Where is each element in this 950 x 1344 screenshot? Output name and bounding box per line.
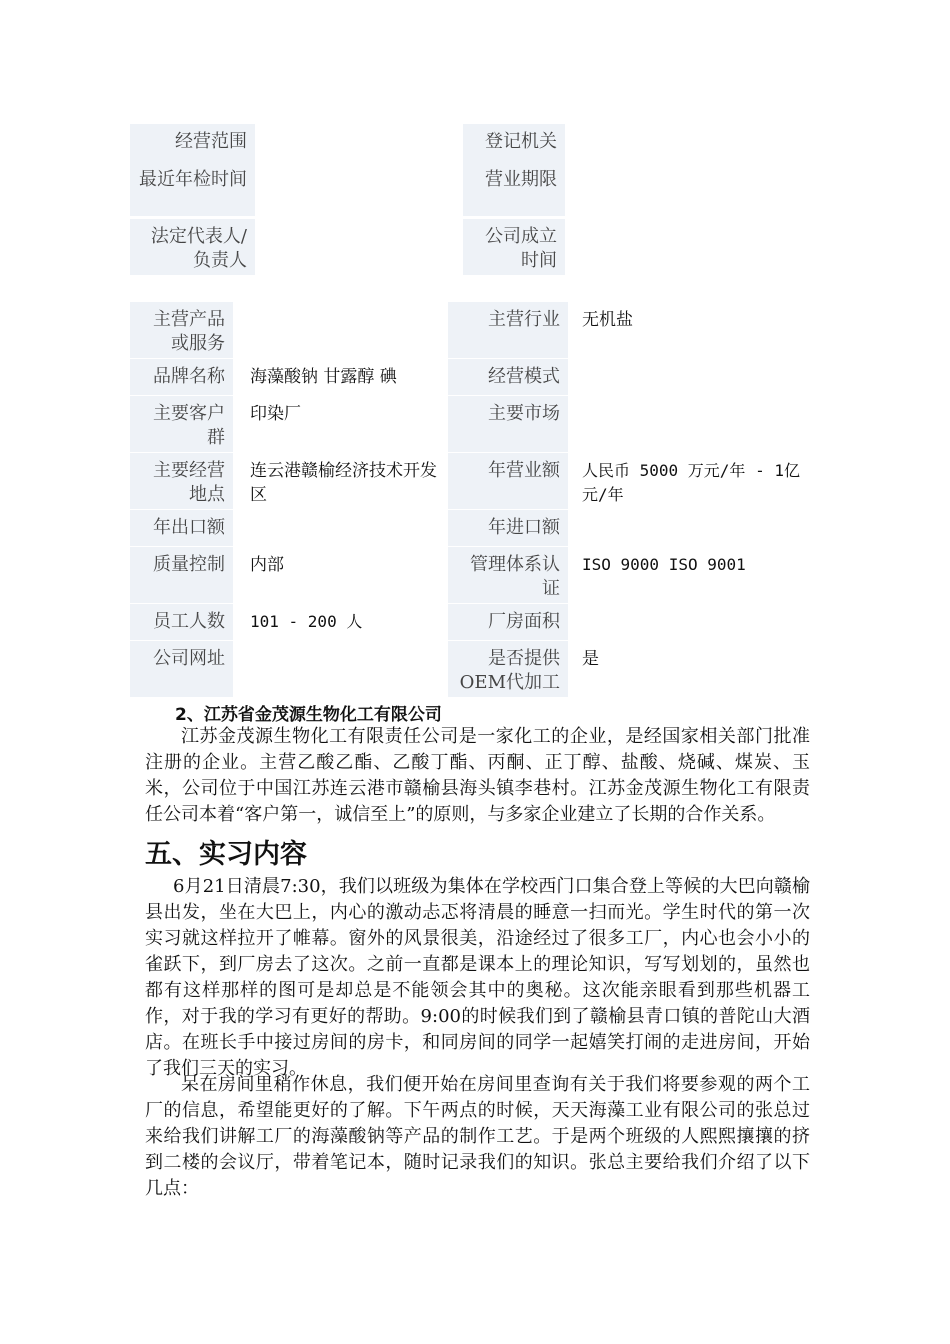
label-business-term: 营业期限 [463,162,565,216]
label-annual-import: 年进口额 [448,510,568,546]
label-founding-date: 公司成立时间 [463,219,565,275]
label-main-industry: 主营行业 [448,302,568,358]
label-main-customers: 主要客户群 [130,396,233,452]
label-oem-service: 是否提供OEM代加工 [448,641,568,697]
label-main-location: 主要经营地点 [130,453,233,509]
label-registration-authority: 登记机关 [463,124,565,162]
company2-title: 2、江苏省金茂源生物化工有限公司 [175,705,442,725]
label-annual-inspection: 最近年检时间 [130,162,255,216]
company2-description: 江苏金茂源生物化工有限责任公司是一家化工的企业，是经国家相关部门批准注册的企业。主营乙酸乙酯、乙酸丁酯、丙酮、正丁醇、盐酸、烧碱、煤炭、玉米，公司位于中国江苏连云港市赣榆县海头镇李巷村。江苏金茂源生物化工有限责任公司本着“客户第一，诚信至上”的原则，与多家企业建立了长期的合作关系。 [145,726,810,825]
label-main-market: 主要市场 [448,396,568,452]
value-main-location: 连云港赣榆经济技术开发区 [250,461,437,505]
value-brand-name: 海藻酸钠 甘露醇 碘 [250,367,397,387]
label-company-website: 公司网址 [130,641,233,697]
value-management-certification: ISO 9000 ISO 9001 [582,555,746,574]
label-management-certification: 管理体系认证 [448,547,568,603]
value-annual-revenue: 人民币 5000 万元/年 - 1亿元/年 [582,461,800,504]
value-quality-control: 内部 [250,555,284,575]
label-business-scope: 经营范围 [130,124,255,162]
value-main-industry: 无机盐 [582,310,633,330]
section-heading: 五、实习内容 [145,839,307,870]
label-main-products: 主营产品或服务 [130,302,233,358]
label-factory-area: 厂房面积 [448,604,568,640]
paragraph-1: 6月21日清晨7:30，我们以班级为集体在学校西门口集合登上等候的大巴向赣榆县出发，坐在大巴上，内心的激动忐忑将清晨的睡意一扫而光。学生时代的第一次实习就这样拉开了帷幕。窗外的风景很美，沿途经过了很多工厂，内心也会小小的雀跃下，到厂房去了这次。之前一直都是课本上的理论知识，写写划划的，虽然也都有这样那样的图可是却总是不能领会其中的奥秘。这次能亲眼看到那些机器工作，对于我的学习有更好的帮助。9:00的时候我们到了赣榆县青口镇的普陀山大酒店。在班长手中接过房间的房卡，和同房间的同学一起嬉笑打闹的走进房间，开始了我们三天的实习。 [145,876,810,1079]
value-employee-count: 101 - 200 人 [250,612,363,631]
label-business-model: 经营模式 [448,359,568,395]
value-main-customers: 印染厂 [250,404,301,424]
label-brand-name: 品牌名称 [130,359,233,395]
paragraph-2: 呆在房间里稍作休息，我们便开始在房间里查询有关于我们将要参观的两个工厂的信息，希望能更好的了解。下午两点的时候，天天海藻工业有限公司的张总过来给我们讲解工厂的海藻酸钠等产品的制作工艺。于是两个班级的人熙熙攘攘的挤到二楼的会议厅，带着笔记本，随时记录我们的知识。张总主要给我们介绍了以下几点： [145,1074,810,1199]
label-annual-revenue: 年营业额 [448,453,568,509]
label-annual-export: 年出口额 [130,510,233,546]
label-legal-representative: 法定代表人/负责人 [130,219,255,275]
label-quality-control: 质量控制 [130,547,233,603]
value-oem-service: 是 [582,649,599,669]
label-employee-count: 员工人数 [130,604,233,640]
